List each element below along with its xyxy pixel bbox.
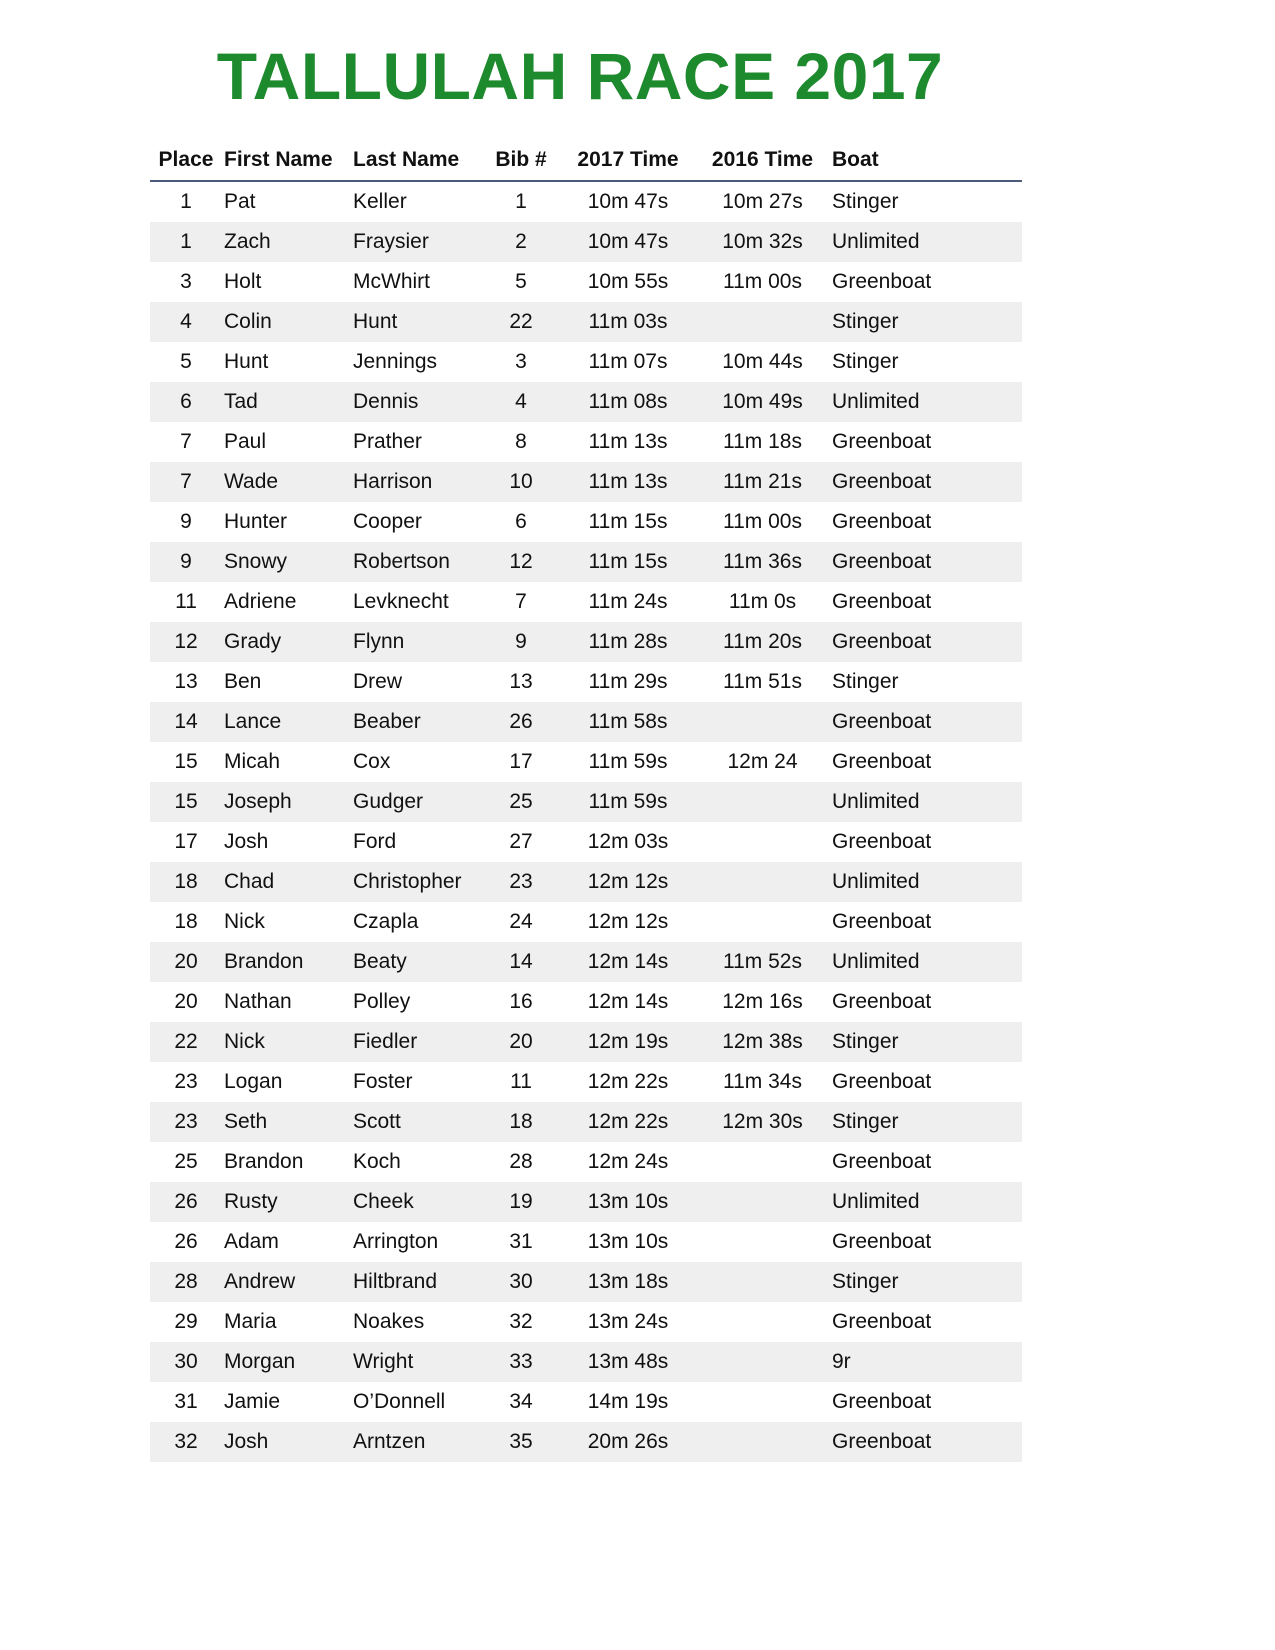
cell-2016-time: 12m 30s <box>695 1102 830 1142</box>
cell-2017-time: 12m 14s <box>587 990 669 1013</box>
cell-place: 1 <box>150 222 222 262</box>
table-row <box>150 181 1022 222</box>
cell-boat: Unlimited <box>830 222 1022 262</box>
cell-bib: 12 <box>481 542 561 582</box>
cell-2017-time: 20m 26s <box>561 1422 695 1462</box>
cell-place: 18 <box>174 910 198 933</box>
cell-2017-time: 11m 24s <box>588 590 668 613</box>
cell-2017-time: 12m 12s <box>587 910 669 933</box>
cell-last-name: O’Donnell <box>353 1390 446 1413</box>
cell-last-name: Jennings <box>353 350 438 373</box>
column-header-place: Place <box>150 140 222 181</box>
cell-place: 13 <box>174 670 198 693</box>
cell-bib: 35 <box>481 1422 561 1462</box>
cell-first-name: Brandon <box>222 942 351 982</box>
cell-boat: Stinger <box>830 1102 1022 1142</box>
cell-bib: 9 <box>481 622 561 662</box>
cell-bib: 30 <box>481 1262 561 1302</box>
cell-bib: 22 <box>481 302 561 342</box>
cell-place: 20 <box>150 942 222 982</box>
cell-2017-time: 13m 10s <box>587 1230 669 1253</box>
cell-last-name: McWhirt <box>353 270 430 293</box>
cell-last-name: Keller <box>353 190 407 213</box>
cell-bib: 6 <box>515 510 527 533</box>
cell-2017-time: 11m 59s <box>561 782 695 822</box>
cell-last-name: Gudger <box>351 782 481 822</box>
cell-boat: Greenboat <box>832 1390 932 1413</box>
cell-boat: Stinger <box>830 1262 1022 1302</box>
cell-2016-time <box>695 782 830 822</box>
cell-2017-time: 11m 13s <box>588 430 668 453</box>
cell-bib: 1 <box>515 190 527 213</box>
cell-place: 18 <box>150 862 222 902</box>
cell-first-name: Adriene <box>224 590 297 613</box>
cell-2016-time <box>695 1422 830 1462</box>
cell-last-name: Wright <box>351 1342 481 1382</box>
cell-bib: 32 <box>509 1310 533 1333</box>
cell-2017-time: 11m 03s <box>561 302 695 342</box>
cell-last-name: Prather <box>353 430 422 453</box>
cell-first-name: Josh <box>222 1422 351 1462</box>
cell-2017-time: 11m 15s <box>588 510 668 533</box>
cell-2017-time: 11m 13s <box>561 462 695 502</box>
cell-first-name: Logan <box>224 1070 283 1093</box>
cell-last-name: Flynn <box>351 622 481 662</box>
cell-place: 5 <box>180 350 192 373</box>
cell-boat: Greenboat <box>832 1230 932 1253</box>
cell-bib: 24 <box>509 910 533 933</box>
table-row <box>150 342 1022 382</box>
table-row <box>150 902 1022 942</box>
cell-bib: 5 <box>515 270 527 293</box>
cell-place: 15 <box>174 750 198 773</box>
cell-2017-time: 11m 08s <box>561 382 695 422</box>
cell-last-name: Arntzen <box>351 1422 481 1462</box>
cell-2017-time: 10m 55s <box>587 270 669 293</box>
cell-2016-time: 11m 51s <box>723 670 802 693</box>
cell-last-name: Fraysier <box>351 222 481 262</box>
cell-first-name: Pat <box>224 190 256 213</box>
cell-first-name: Adam <box>224 1230 279 1253</box>
cell-boat: Unlimited <box>830 862 1022 902</box>
column-header-boat: Boat <box>830 140 1022 181</box>
cell-last-name: Arrington <box>353 1230 439 1253</box>
cell-boat: Stinger <box>832 190 899 213</box>
table-row <box>150 1382 1022 1422</box>
cell-2017-time: 10m 47s <box>587 190 669 213</box>
column-header-2017-time: 2017 Time <box>561 140 695 181</box>
table-row <box>150 822 1022 862</box>
cell-last-name: Koch <box>353 1150 401 1173</box>
cell-first-name: Wade <box>222 462 351 502</box>
cell-first-name: Morgan <box>222 1342 351 1382</box>
table-row <box>150 622 1022 662</box>
cell-last-name: Robertson <box>351 542 481 582</box>
cell-bib: 17 <box>509 750 533 773</box>
cell-boat: 9r <box>830 1342 1022 1382</box>
cell-2016-time <box>695 862 830 902</box>
results-table-body <box>150 181 1022 1462</box>
table-row <box>150 1422 1022 1462</box>
cell-boat: Unlimited <box>830 942 1022 982</box>
cell-place: 32 <box>150 1422 222 1462</box>
cell-boat: Greenboat <box>830 1422 1022 1462</box>
table-row <box>150 262 1022 302</box>
table-header-row <box>150 140 1022 181</box>
cell-bib: 34 <box>509 1390 533 1413</box>
cell-2016-time <box>695 1342 830 1382</box>
cell-place: 7 <box>180 430 192 453</box>
cell-bib: 14 <box>481 942 561 982</box>
cell-2016-time: 12m 24 <box>727 750 798 773</box>
cell-boat: Stinger <box>832 670 899 693</box>
cell-2017-time: 12m 24s <box>587 1150 669 1173</box>
cell-boat: Greenboat <box>832 1070 932 1093</box>
cell-boat: Greenboat <box>832 270 932 293</box>
cell-2017-time: 11m 59s <box>588 750 668 773</box>
cell-place: 3 <box>180 270 192 293</box>
cell-first-name: Chad <box>222 862 351 902</box>
cell-last-name: Cox <box>353 750 391 773</box>
cell-bib: 20 <box>481 1022 561 1062</box>
cell-first-name: Grady <box>222 622 351 662</box>
cell-first-name: Colin <box>222 302 351 342</box>
table-row <box>150 942 1022 982</box>
table-row <box>150 662 1022 702</box>
cell-last-name: Noakes <box>353 1310 425 1333</box>
cell-bib: 13 <box>509 670 533 693</box>
results-table-container <box>150 140 1016 1462</box>
cell-place: 31 <box>174 1390 198 1413</box>
cell-place: 26 <box>150 1182 222 1222</box>
table-row <box>150 382 1022 422</box>
cell-first-name: Brandon <box>224 1150 304 1173</box>
cell-2016-time: 11m 20s <box>695 622 830 662</box>
cell-place: 30 <box>150 1342 222 1382</box>
cell-2017-time: 12m 14s <box>561 942 695 982</box>
cell-2016-time: 11m 34s <box>723 1070 802 1093</box>
cell-2016-time: 10m 32s <box>695 222 830 262</box>
cell-last-name: Drew <box>353 670 403 693</box>
table-row <box>150 1342 1022 1382</box>
cell-2017-time: 13m 10s <box>561 1182 695 1222</box>
cell-last-name: Cooper <box>353 510 422 533</box>
cell-2017-time: 12m 03s <box>587 830 669 853</box>
column-header-first-name: First Name <box>222 140 351 181</box>
cell-2016-time <box>695 702 830 742</box>
cell-2016-time <box>695 1302 830 1342</box>
cell-last-name: Beaber <box>351 702 481 742</box>
cell-first-name: Micah <box>224 750 281 773</box>
cell-boat: Greenboat <box>832 910 932 933</box>
cell-2017-time: 13m 48s <box>561 1342 695 1382</box>
cell-bib: 26 <box>481 702 561 742</box>
cell-2016-time <box>695 1262 830 1302</box>
cell-first-name: Snowy <box>222 542 351 582</box>
cell-bib: 33 <box>481 1342 561 1382</box>
cell-place: 20 <box>174 990 198 1013</box>
cell-first-name: Hunt <box>224 350 269 373</box>
table-row <box>150 1102 1022 1142</box>
cell-bib: 18 <box>481 1102 561 1142</box>
cell-2017-time: 11m 58s <box>561 702 695 742</box>
cell-boat: Unlimited <box>830 382 1022 422</box>
cell-last-name: Ford <box>353 830 397 853</box>
table-row <box>150 862 1022 902</box>
cell-first-name: Joseph <box>222 782 351 822</box>
cell-2016-time <box>695 1382 830 1422</box>
cell-boat: Greenboat <box>832 750 932 773</box>
cell-2017-time: 14m 19s <box>587 1390 669 1413</box>
cell-boat: Stinger <box>832 350 899 373</box>
cell-bib: 10 <box>481 462 561 502</box>
cell-2016-time: 11m 00s <box>723 510 802 533</box>
cell-first-name: Holt <box>224 270 262 293</box>
cell-first-name: Nathan <box>224 990 292 1013</box>
cell-place: 28 <box>150 1262 222 1302</box>
cell-2017-time: 10m 47s <box>561 222 695 262</box>
cell-bib: 3 <box>515 350 527 373</box>
table-row <box>150 982 1022 1022</box>
cell-last-name: Fiedler <box>351 1022 481 1062</box>
cell-boat: Greenboat <box>832 510 932 533</box>
cell-bib: 16 <box>509 990 533 1013</box>
column-header-2016-time: 2016 Time <box>695 140 830 181</box>
table-row <box>150 582 1022 622</box>
cell-bib: 23 <box>481 862 561 902</box>
cell-last-name: Dennis <box>351 382 481 422</box>
cell-place: 15 <box>150 782 222 822</box>
cell-2016-time: 12m 16s <box>722 990 803 1013</box>
cell-place: 22 <box>150 1022 222 1062</box>
cell-boat: Greenboat <box>832 590 932 613</box>
cell-2016-time <box>695 1182 830 1222</box>
cell-2016-time: 11m 52s <box>695 942 830 982</box>
cell-last-name: Cheek <box>351 1182 481 1222</box>
cell-first-name: Josh <box>224 830 269 853</box>
table-row <box>150 1182 1022 1222</box>
cell-boat: Greenboat <box>832 1310 932 1333</box>
cell-2017-time: 11m 15s <box>561 542 695 582</box>
table-row <box>150 1062 1022 1102</box>
table-row <box>150 1142 1022 1182</box>
table-row <box>150 702 1022 742</box>
table-row <box>150 502 1022 542</box>
table-row <box>150 1262 1022 1302</box>
cell-bib: 8 <box>515 430 527 453</box>
table-row <box>150 1302 1022 1342</box>
table-row <box>150 302 1022 342</box>
table-row <box>150 782 1022 822</box>
table-row <box>150 542 1022 582</box>
cell-first-name: Seth <box>222 1102 351 1142</box>
column-header-last-name: Last Name <box>351 140 481 181</box>
cell-boat: Greenboat <box>830 622 1022 662</box>
cell-first-name: Paul <box>224 430 267 453</box>
cell-first-name: Jamie <box>224 1390 281 1413</box>
table-row <box>150 742 1022 782</box>
page-title: TALLULAH RACE 2017 <box>216 39 944 113</box>
cell-first-name: Nick <box>222 1022 351 1062</box>
cell-boat: Greenboat <box>830 462 1022 502</box>
cell-2017-time: 13m 24s <box>587 1310 669 1333</box>
cell-boat: Unlimited <box>830 1182 1022 1222</box>
cell-2017-time: 12m 19s <box>561 1022 695 1062</box>
table-row <box>150 1222 1022 1262</box>
cell-2016-time <box>695 1142 830 1182</box>
cell-2017-time: 12m 22s <box>587 1070 669 1093</box>
cell-2017-time: 11m 07s <box>588 350 668 373</box>
cell-2016-time <box>695 902 830 942</box>
cell-first-name: Rusty <box>222 1182 351 1222</box>
cell-2016-time: 11m 00s <box>723 270 802 293</box>
results-table <box>150 140 1022 1462</box>
cell-last-name: Hunt <box>351 302 481 342</box>
cell-first-name: Nick <box>224 910 265 933</box>
column-header-bib: Bib # <box>481 140 561 181</box>
cell-bib: 19 <box>481 1182 561 1222</box>
cell-bib: 7 <box>515 590 527 613</box>
cell-last-name: Harrison <box>351 462 481 502</box>
table-row <box>150 422 1022 462</box>
cell-2016-time: 10m 44s <box>722 350 803 373</box>
cell-bib: 25 <box>481 782 561 822</box>
cell-last-name: Christopher <box>351 862 481 902</box>
cell-place: 1 <box>180 190 192 213</box>
cell-boat: Greenboat <box>830 702 1022 742</box>
cell-bib: 27 <box>509 830 533 853</box>
cell-2016-time: 11m 0s <box>728 590 797 613</box>
cell-2016-time <box>695 1222 830 1262</box>
cell-2016-time <box>695 822 830 862</box>
cell-bib: 28 <box>509 1150 533 1173</box>
cell-last-name: Hiltbrand <box>351 1262 481 1302</box>
cell-last-name: Beaty <box>351 942 481 982</box>
cell-2017-time: 13m 18s <box>561 1262 695 1302</box>
cell-first-name: Hunter <box>224 510 288 533</box>
cell-first-name: Andrew <box>222 1262 351 1302</box>
cell-bib: 4 <box>481 382 561 422</box>
cell-2017-time: 11m 28s <box>561 622 695 662</box>
cell-last-name: Czapla <box>353 910 419 933</box>
cell-boat: Stinger <box>830 302 1022 342</box>
cell-2016-time: 10m 27s <box>722 190 803 213</box>
cell-place: 12 <box>150 622 222 662</box>
cell-place: 17 <box>174 830 198 853</box>
cell-bib: 2 <box>481 222 561 262</box>
table-row <box>150 222 1022 262</box>
cell-2016-time: 10m 49s <box>695 382 830 422</box>
cell-boat: Unlimited <box>830 782 1022 822</box>
cell-first-name: Maria <box>224 1310 277 1333</box>
cell-place: 9 <box>150 542 222 582</box>
cell-2016-time: 11m 21s <box>695 462 830 502</box>
cell-place: 14 <box>150 702 222 742</box>
cell-boat: Greenboat <box>830 542 1022 582</box>
table-row <box>150 1022 1022 1062</box>
cell-2017-time: 12m 12s <box>561 862 695 902</box>
cell-2016-time <box>695 302 830 342</box>
cell-last-name: Polley <box>353 990 411 1013</box>
cell-first-name: Lance <box>222 702 351 742</box>
cell-first-name: Ben <box>224 670 262 693</box>
cell-place: 23 <box>150 1102 222 1142</box>
cell-place: 11 <box>175 590 197 613</box>
cell-last-name: Foster <box>353 1070 413 1093</box>
cell-2016-time: 12m 38s <box>695 1022 830 1062</box>
cell-boat: Greenboat <box>832 830 932 853</box>
cell-first-name: Tad <box>222 382 351 422</box>
cell-place: 25 <box>174 1150 198 1173</box>
cell-place: 26 <box>174 1230 198 1253</box>
cell-boat: Stinger <box>830 1022 1022 1062</box>
cell-place: 29 <box>174 1310 198 1333</box>
cell-place: 23 <box>174 1070 198 1093</box>
cell-place: 6 <box>150 382 222 422</box>
cell-place: 9 <box>180 510 192 533</box>
cell-first-name: Zach <box>222 222 351 262</box>
cell-place: 4 <box>150 302 222 342</box>
cell-last-name: Scott <box>351 1102 481 1142</box>
cell-bib: 31 <box>509 1230 533 1253</box>
cell-2016-time: 11m 18s <box>723 430 802 453</box>
cell-2016-time: 11m 36s <box>695 542 830 582</box>
cell-boat: Greenboat <box>832 430 932 453</box>
cell-place: 7 <box>150 462 222 502</box>
cell-2017-time: 12m 22s <box>561 1102 695 1142</box>
cell-bib: 11 <box>510 1070 532 1093</box>
cell-last-name: Levknecht <box>353 590 449 613</box>
table-row <box>150 462 1022 502</box>
cell-boat: Greenboat <box>832 1150 932 1173</box>
cell-2017-time: 11m 29s <box>588 670 668 693</box>
cell-boat: Greenboat <box>832 990 932 1013</box>
